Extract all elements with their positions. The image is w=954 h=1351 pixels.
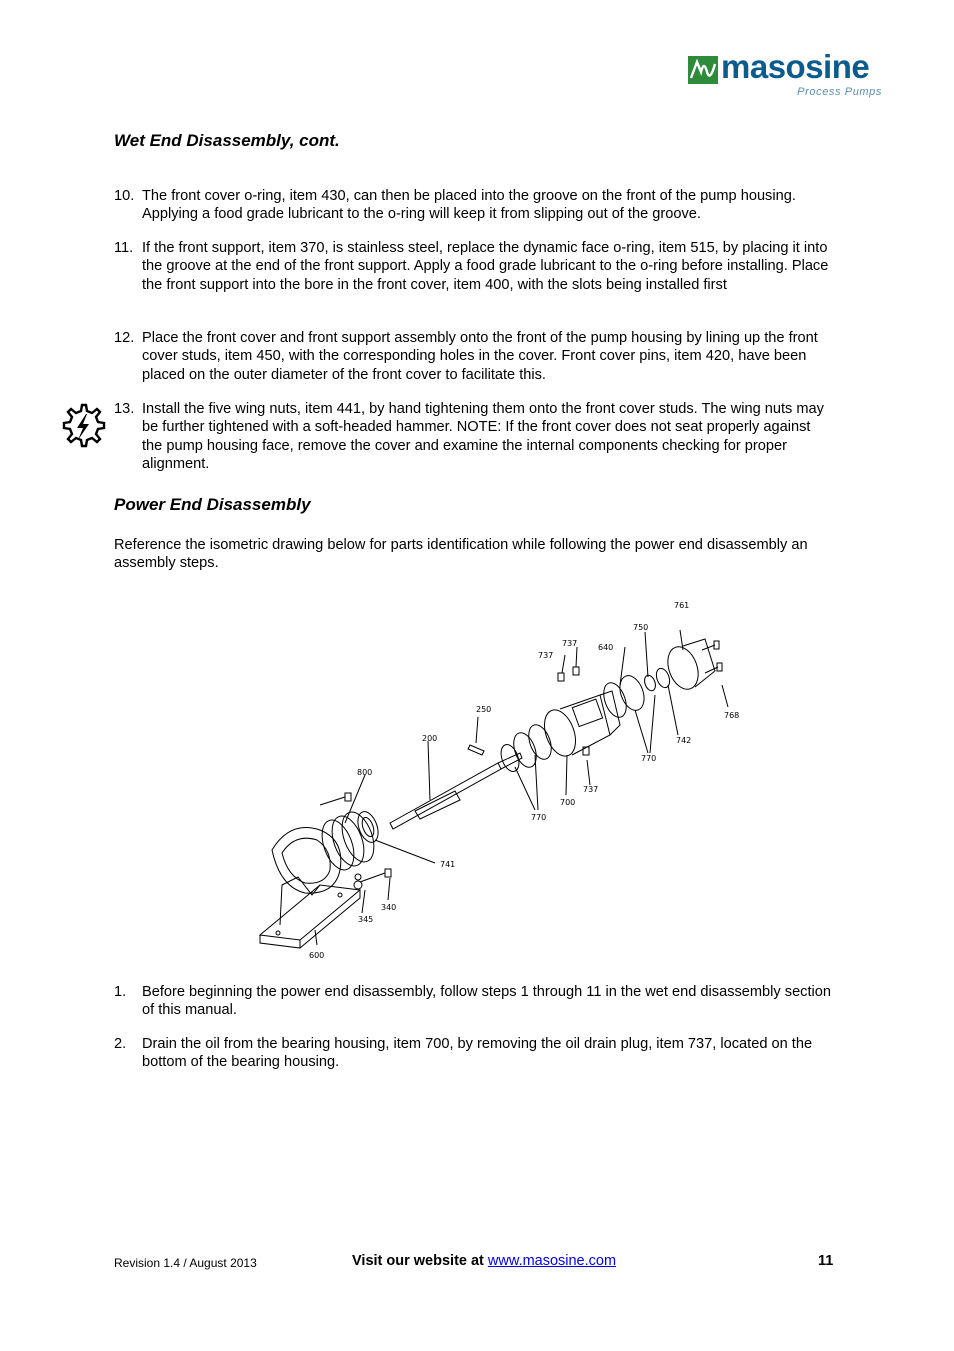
step-number: 11. — [114, 240, 134, 256]
part-callout: 340 — [381, 903, 397, 912]
website-prefix: Visit our website at — [352, 1253, 484, 1269]
step-number: 1. — [114, 984, 127, 1000]
list-item — [114, 329, 834, 384]
logo-tagline: Process Pumps — [797, 86, 882, 98]
part-callout: 770 — [531, 813, 547, 822]
part-callout: 737 — [583, 785, 599, 794]
exploded-drawing — [250, 595, 740, 965]
part-callout: 250 — [476, 705, 492, 714]
list-item — [114, 983, 834, 1020]
step-number: 10. — [114, 188, 135, 204]
section-heading-power-end: Power End Disassembly — [114, 495, 311, 514]
masosine-logo — [688, 48, 888, 102]
part-callout: 737 — [538, 651, 554, 660]
part-callout: 345 — [358, 915, 374, 924]
step-text: Before beginning the power end disassembly, follow steps 1 through 11 in the wet end disassembly section of this manual. — [142, 984, 832, 1019]
step-text: Install the five wing nuts, item 441, by hand tightening them onto the front cover studs. The wing nuts may be further tightened with a soft-headed hammer. NOTE: If the front cover does not seat properly against the pump housing face, remove the cover and examine the internal components checking for proper alignment. — [142, 401, 824, 472]
part-callout: 800 — [357, 768, 373, 777]
website-link[interactable]: www.masosine.com — [487, 1253, 617, 1269]
list-item — [114, 239, 834, 294]
part-callout: 741 — [440, 860, 456, 869]
part-callout: 737 — [562, 639, 578, 648]
step-text: Drain the oil from the bearing housing, item 700, by removing the oil drain plug, item 737, located on the bottom of the bearing housing. — [142, 1036, 813, 1071]
step-text: Place the front cover and front support assembly onto the front of the pump housing by lining up the front cover studs, item 450, with the corresponding holes in the cover. Front cover pins, item 420, have been placed on the outer diameter of the front cover to facilitate this. — [142, 330, 818, 383]
step-number: 2. — [114, 1036, 127, 1052]
gear-warning-icon — [56, 402, 108, 452]
list-item — [114, 400, 834, 473]
step-text: The front cover o-ring, item 430, can then be placed into the groove on the front of the pump housing. Applying a food grade lubricant to the o-ring will keep it from slipping out of the groove. — [142, 188, 796, 223]
part-callout: 700 — [560, 798, 576, 807]
page-number: 11 — [818, 1253, 834, 1269]
section-heading-wet-end: Wet End Disassembly, cont. — [114, 131, 340, 150]
website-line — [352, 1253, 616, 1269]
list-item — [114, 1035, 834, 1072]
intro-paragraph: Reference the isometric drawing below for parts identification while following the power end disassembly an assembly steps. — [114, 537, 808, 572]
logo-wordmark: masosine — [721, 48, 870, 85]
revision-note: Revision 1.4 / August 2013 — [114, 1256, 257, 1270]
part-callout: 768 — [724, 711, 740, 720]
part-callout: 600 — [309, 951, 325, 960]
step-text: If the front support, item 370, is stainless steel, replace the dynamic face o-ring, item 515, by placing it into the groove at the end of the front support. Apply a food grade lubricant to the o-ring before installing. Place the front support into the bore in the front cover, item 400, with the slots being installed first — [142, 240, 829, 293]
list-item — [114, 187, 834, 224]
part-callout: 770 — [641, 754, 657, 763]
part-callout: 742 — [676, 736, 692, 745]
part-callout: 750 — [633, 623, 649, 632]
part-callout: 640 — [598, 643, 614, 652]
part-callout: 200 — [422, 734, 438, 743]
masosine-logo-icon — [688, 56, 718, 84]
step-number: 12. — [114, 330, 135, 346]
step-number: 13. — [114, 401, 135, 417]
part-callout: 761 — [674, 601, 690, 610]
